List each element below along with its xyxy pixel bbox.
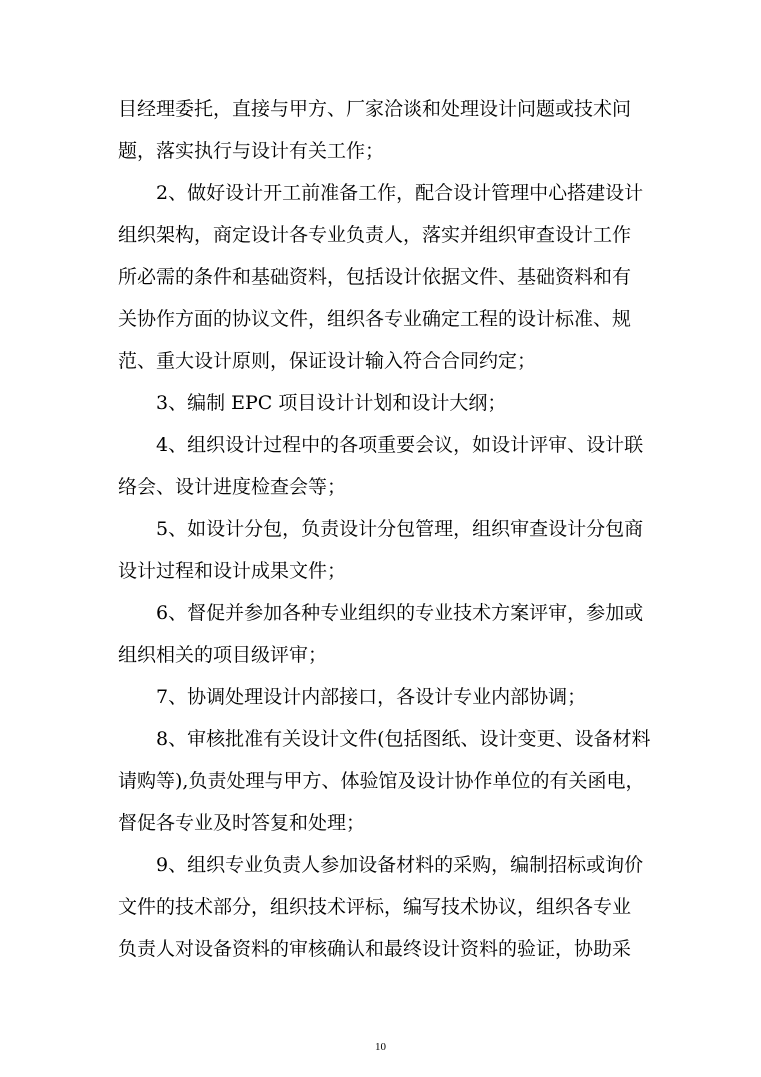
paragraph-line: 督促各专业及时答复和处理； [118, 812, 366, 834]
paragraph-line: 6、督促并参加各种专业组织的专业技术方案评审，参加或 [156, 602, 644, 624]
paragraph-line: 7、协调处理设计内部接口，各设计专业内部协调； [156, 686, 587, 708]
paragraph-line: 请购等),负责处理与甲方、体验馆及设计协作单位的有关函电， [118, 770, 645, 792]
paragraph-line: 目经理委托，直接与甲方、厂家洽谈和处理设计问题或技术问 [118, 98, 632, 120]
paragraph-line: 所必需的条件和基础资料，包括设计依据文件、基础资料和有 [118, 266, 632, 288]
paragraph-line: 2、做好设计开工前准备工作，配合设计管理中心搭建设计 [156, 182, 644, 204]
paragraph-line: 组织架构，商定设计各专业负责人，落实并组织审查设计工作 [118, 224, 632, 246]
paragraph-line: 文件的技术部分，组织技术评标，编写技术协议，组织各专业 [118, 896, 632, 918]
paragraph-line: 4、组织设计过程中的各项重要会议，如设计评审、设计联 [156, 434, 644, 456]
paragraph-line: 3、编制 EPC 项目设计计划和设计大纲； [156, 392, 507, 414]
paragraph-line: 组织相关的项目级评审； [118, 644, 328, 666]
paragraph-line: 题，落实执行与设计有关工作； [118, 140, 385, 162]
paragraph-line: 9、组织专业负责人参加设备材料的采购，编制招标或询价 [156, 854, 644, 876]
paragraph-line: 范、重大设计原则，保证设计输入符合合同约定； [118, 350, 537, 372]
paragraph-line: 5、如设计分包，负责设计分包管理，组织审查设计分包商 [156, 518, 644, 540]
paragraph-line: 设计过程和设计成果文件； [118, 560, 347, 582]
paragraph-line: 8、审核批准有关设计文件(包括图纸、设计变更、设备材料 [156, 728, 651, 750]
paragraph-line: 络会、设计进度检查会等； [118, 476, 347, 498]
paragraph-line: 负责人对设备资料的审核确认和最终设计资料的验证，协助采 [118, 938, 632, 960]
page-number: 10 [375, 1041, 386, 1053]
paragraph-line: 关协作方面的协议文件，组织各专业确定工程的设计标准、规 [118, 308, 632, 330]
